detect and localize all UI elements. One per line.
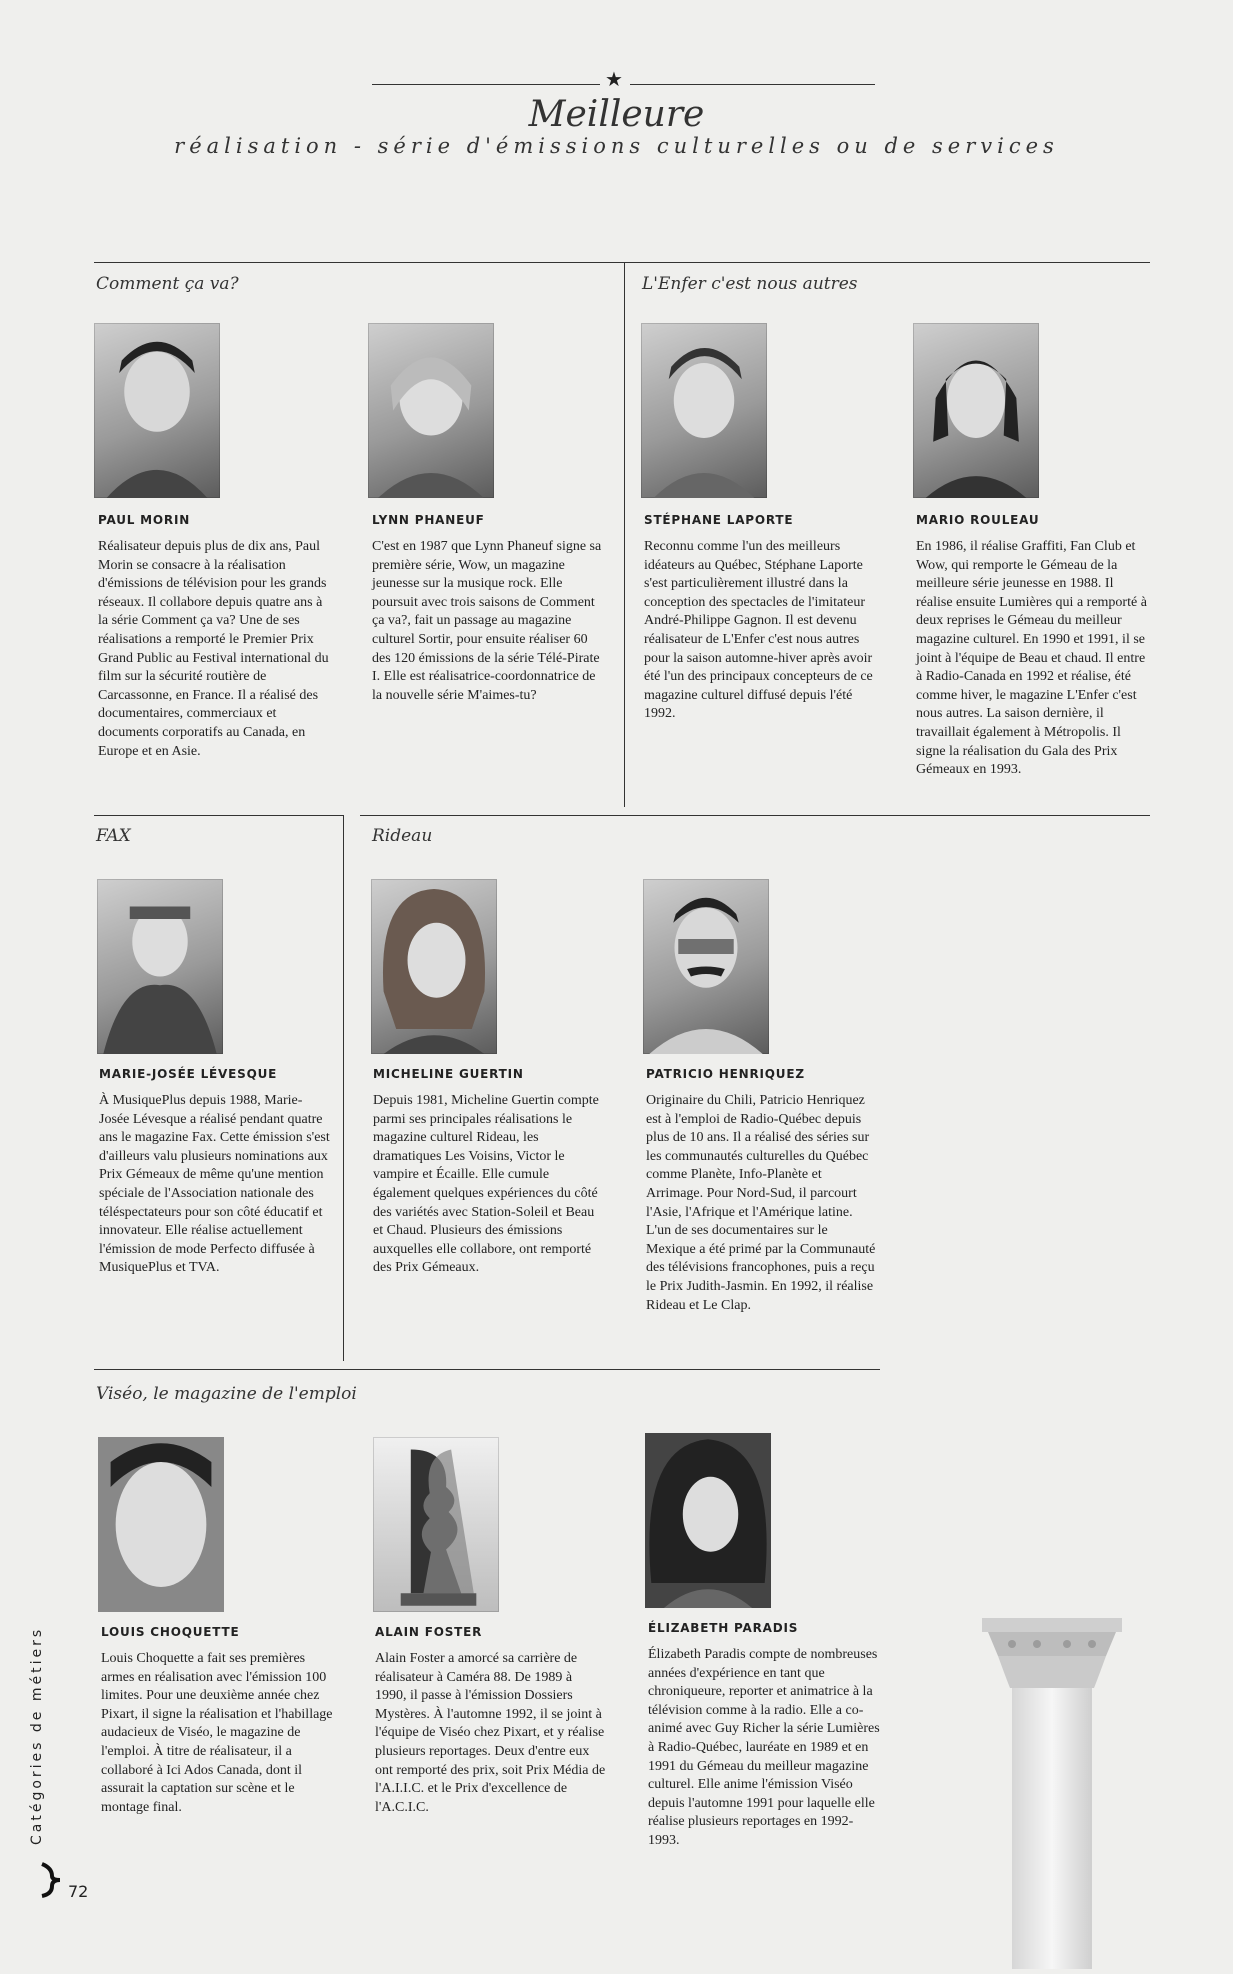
- person-name: MARIE-JOSÉE LÉVESQUE: [99, 1067, 278, 1081]
- person-bio: Originaire du Chili, Patricio Henriquez est à l'emploi de Radio-Québec depuis plus de 10 ans. Il a réalisé des séries sur les communautés culturelles du Québec comme Planète, Info-Planète et Arrimage. Pour Nord-Sud, il parcourt l'Asie, l'Afrique et l'Amérique latine. L'un de ses documentaires sur le Mexique a été primé par la Communauté des télévisions francophones, puis a reçu le Prix Judith-Jasmin. En 1992, il réalise Rideau et Le Clap.: [646, 1093, 876, 1313]
- person-name: STÉPHANE LAPORTE: [644, 513, 794, 527]
- header-rule-left: [372, 84, 600, 85]
- person-bio: Reconnu comme l'un des meilleurs idéateurs au Québec, Stéphane Laporte s'est particulièrement illustré dans la conception des spectacles de l'imitateur André-Philippe Gagnon. Il est devenu réalisateur de L'Enfer c'est nous autres pour la saison automne-hiver après avoir été l'un des principaux concepteurs de ce magazine culturel diffusé depuis l'été 1992.: [644, 539, 873, 722]
- person-name: PATRICIO HENRIQUEZ: [646, 1067, 805, 1081]
- section-rule: [94, 262, 630, 263]
- section-rule: [360, 815, 1150, 816]
- portrait-photo: [94, 323, 220, 498]
- section-rule: [94, 815, 344, 816]
- page-subtitle: réalisation - série d'émissions culturelles ou de services: [174, 134, 1059, 158]
- person-bio: Élizabeth Paradis compte de nombreuses années d'expérience en tant que chroniqueure, reporter et animatrice à la télévision comme à la radio. Elle a co-animé avec Guy Richer la série Lumières à Radio-Québec, lauréate en 1989 et en 1991 du Gémeau du meilleur magazine culturel. Elle anime l'émission Viséo depuis l'automne 1991 pour laquelle elle réalise plusieurs reportages en 1992-1993.: [648, 1647, 880, 1848]
- page-title: Meilleure: [528, 94, 705, 135]
- section-title: Viséo, le magazine de l'emploi: [96, 1384, 357, 1404]
- portrait-photo: [913, 323, 1039, 498]
- person-name: ALAIN FOSTER: [375, 1625, 483, 1639]
- portrait-photo: [368, 323, 494, 498]
- star-icon: ★: [605, 69, 623, 91]
- portrait-photo: [98, 1437, 224, 1612]
- person-bio: En 1986, il réalise Graffiti, Fan Club et Wow, qui remporte le Gémeau de la meilleure série jeunesse en 1988. Il réalise ensuite Lumières qui a remporté à deux reprises le Gémeau du meilleur magazine culturel. En 1990 et 1991, il se joint à l'équipe de Beau et chaud. Il entre à Radio-Canada en 1992 et réalise, été comme hiver, le magazine L'Enfer c'est nous autres. La saison dernière, il travaillait également à Métropolis. Il signe la réalisation du Gala des Prix Gémeaux en 1993.: [916, 539, 1147, 778]
- header-rule-right: [630, 84, 875, 85]
- portrait-photo: [645, 1433, 771, 1608]
- person-name: LYNN PHANEUF: [372, 513, 485, 527]
- person-name: MICHELINE GUERTIN: [373, 1067, 524, 1081]
- section-rule: [94, 1369, 880, 1370]
- person-bio: Depuis 1981, Micheline Guertin compte parmi ses principales réalisations le magazine culturel Rideau, les dramatiques Les Voisins, Victor le vampire et Écaille. Elle cumule également quelques expériences du côté des variétés avec Station-Soleil et Beau et Chaud. Plusieurs des émissions auxquelles elle collabore, ont remporté des Prix Gémeaux.: [373, 1093, 599, 1276]
- person-bio: C'est en 1987 que Lynn Phaneuf signe sa première série, Wow, un magazine jeunesse sur la musique rock. Elle poursuit avec trois saisons de Comment ça va?, fait un passage au magazine culturel Sortir, pour ensuite réaliser 60 des 120 émissions de la série Télé-Pirate I. Elle est réalisatrice-coordonnatrice de la nouvelle série M'aimes-tu?: [372, 539, 602, 703]
- page-number: 72: [68, 1882, 89, 1901]
- category-label: Catégories de métiers: [29, 1626, 45, 1845]
- column-pillar-icon: [982, 1618, 1122, 1969]
- bracket-icon: [40, 1862, 64, 1898]
- person-bio: Louis Choquette a fait ses premières armes en réalisation avec l'émission 100 limites. Pour une deuxième année chez Pixart, il signe la réalisation et l'habillage audacieux de Viséo, le magazine de l'emploi. À titre de réalisateur, il a collaboré à Ici Ados Canada, dont il assurait la captation sur scène et le montage final.: [101, 1651, 333, 1815]
- person-name: LOUIS CHOQUETTE: [101, 1625, 240, 1639]
- section-title: Rideau: [372, 826, 433, 846]
- section-title: FAX: [96, 826, 131, 846]
- section-title: Comment ça va?: [96, 274, 239, 294]
- column-divider: [624, 262, 625, 807]
- person-name: PAUL MORIN: [98, 513, 191, 527]
- portrait-photo: [97, 879, 223, 1054]
- person-name: MARIO ROULEAU: [916, 513, 1040, 527]
- portrait-photo: [643, 879, 769, 1054]
- person-bio: Alain Foster a amorcé sa carrière de réalisateur à Caméra 88. De 1989 à 1990, il passe à l'émission Dossiers Mystères. À l'automne 1992, il se joint à l'équipe de Viséo chez Pixart, et y réalise plusieurs reportages. Deux d'entre eux ont remporté des prix, soit Prix Média de l'A.I.I.C. et le Prix d'excellence de l'A.C.I.C.: [375, 1651, 606, 1815]
- portrait-photo: [641, 323, 767, 498]
- section-rule: [624, 262, 1150, 263]
- section-title: L'Enfer c'est nous autres: [642, 274, 858, 294]
- sculpture-photo: [373, 1437, 499, 1612]
- column-divider: [343, 815, 344, 1361]
- person-bio: Réalisateur depuis plus de dix ans, Paul Morin se consacre à la réalisation d'émissions de télévision pour les grands réseaux. Il collabore depuis quatre ans à la série Comment ça va? Une de ses réalisations a remporté le Premier Prix Grand Public au Festival international du film sur la sécurité routière de Carcassonne, en France. Il a réalisé des documentaires, commerciaux et documents corporatifs au Canada, en Europe et en Asie.: [98, 539, 329, 759]
- person-bio: À MusiquePlus depuis 1988, Marie-Josée Lévesque a réalisé pendant quatre ans le magazine Fax. Cette émission s'est d'ailleurs valu plusieurs nominations aux Prix Gémeaux de même qu'une mention spéciale de l'Association nationale des téléspectateurs pour son côté éducatif et innovateur. Elle réalise actuellement l'émission de mode Perfecto diffusée à MusiquePlus et TVA.: [99, 1093, 330, 1276]
- portrait-photo: [371, 879, 497, 1054]
- person-name: ÉLIZABETH PARADIS: [648, 1621, 799, 1635]
